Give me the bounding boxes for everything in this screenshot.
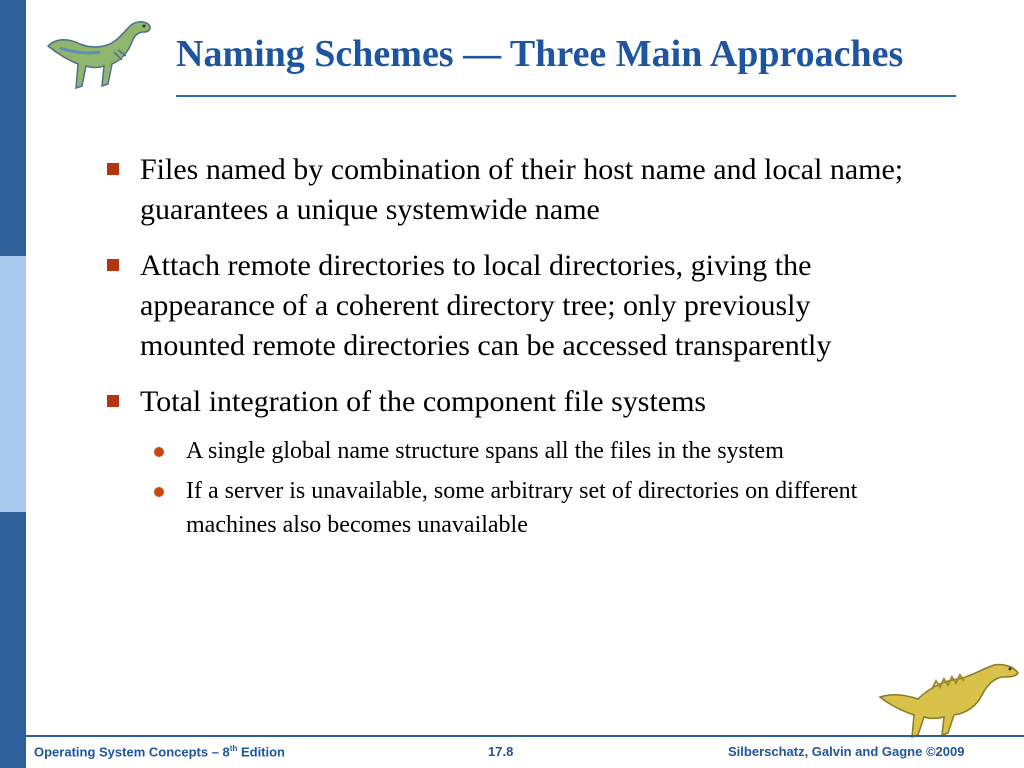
- round-bullet-icon: [154, 487, 164, 497]
- round-bullet-icon: [154, 447, 164, 457]
- bullet-item: [100, 246, 920, 366]
- sidebar-segment-middle: [0, 256, 26, 512]
- sub-bullet-item: [100, 434, 920, 468]
- footer-book-suffix: Edition: [237, 744, 286, 760]
- sub-bullet-text: A single global name structure spans all the files in the system: [186, 438, 784, 464]
- footer-page-number: 17.8: [488, 744, 514, 759]
- sidebar-segment-bottom: [0, 512, 26, 768]
- square-bullet-icon: [107, 259, 119, 271]
- footer-book-superscript: th: [229, 744, 238, 753]
- footer-book-title: [34, 744, 285, 759]
- dinosaur-icon: [38, 8, 158, 96]
- footer-divider: [26, 735, 1024, 737]
- footer-copyright: Silberschatz, Galvin and Gagne ©2009: [728, 744, 965, 759]
- sub-bullet-text: If a server is unavailable, some arbitrary set of directories on different machines also becomes unavailable: [186, 478, 858, 538]
- left-sidebar: [0, 0, 26, 768]
- bullet-text: Total integration of the component file systems: [140, 385, 707, 418]
- slide-title: Naming Schemes — Three Main Approaches: [176, 33, 904, 75]
- sub-bullet-item: [100, 474, 920, 542]
- sidebar-segment-top: [0, 0, 26, 256]
- bullet-text: Files named by combination of their host name and local name; guarantees a unique systemwide name: [140, 153, 904, 226]
- square-bullet-icon: [107, 163, 119, 175]
- slide-content: [100, 150, 920, 552]
- footer-book-prefix: Operating System Concepts – 8: [34, 744, 230, 760]
- title-underline: [176, 95, 956, 97]
- bullet-text: Attach remote directories to local directories, giving the appearance of a coherent directory tree; only previously mounted remote directories can be accessed transparently: [140, 249, 832, 362]
- dinosaur-icon: [872, 655, 1022, 740]
- bullet-item: [100, 150, 920, 230]
- square-bullet-icon: [107, 395, 119, 407]
- bullet-item: [100, 382, 920, 422]
